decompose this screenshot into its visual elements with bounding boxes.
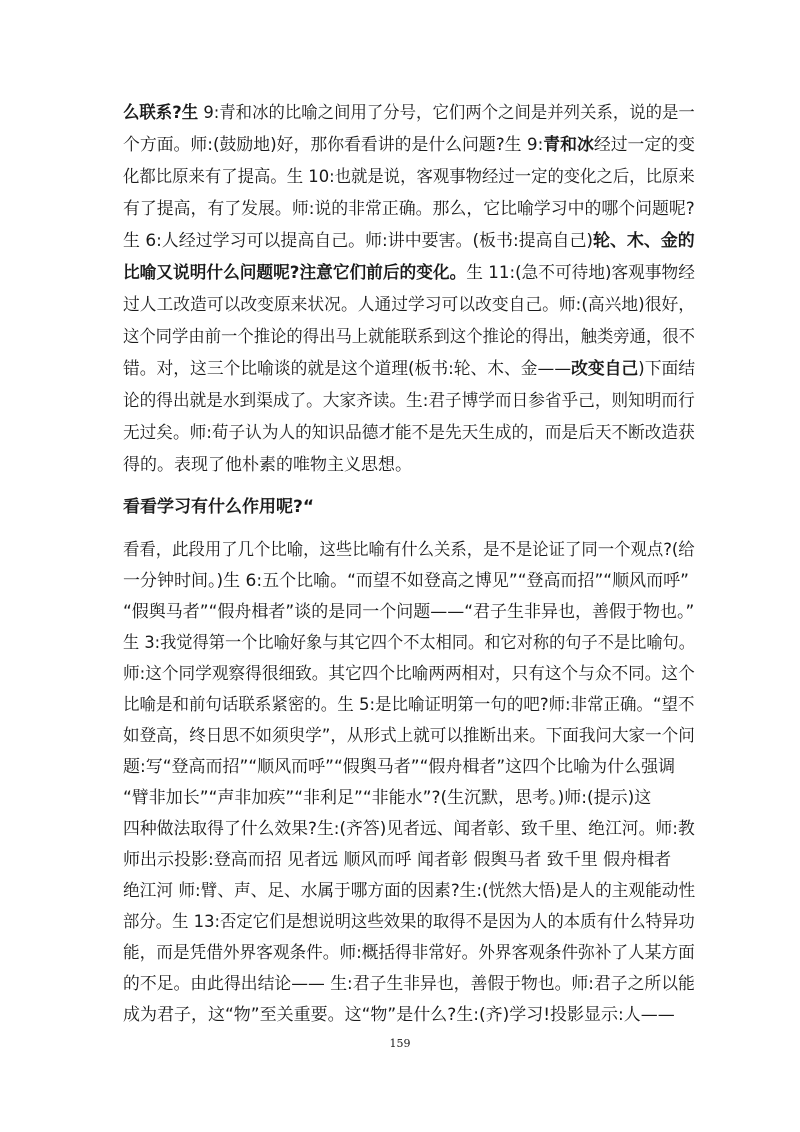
- text-segment: 论的得出就是水到渠成了。大家齐读。生:君子博学而日参省乎己，则知明而行: [123, 391, 695, 411]
- text-line: [123, 103, 695, 123]
- text-line: [123, 167, 695, 187]
- text-segment: 绝江河 师:臂、声、足、水属于哪方面的因素?生:(恍然大悟)是人的主观能动性: [123, 881, 696, 901]
- text-line: [123, 850, 693, 870]
- text-segment: 无过矣。师:荀子认为人的知识品德才能不是先天生成的，而是后天不断改造获: [123, 423, 695, 443]
- text-segment: 题:写“登高而招”“顺风而呼”“假舆马者”“假舟楫者”这四个比喻为什么强调: [123, 757, 676, 777]
- text-line: [123, 455, 693, 475]
- text-line: [123, 571, 693, 591]
- text-line: [123, 199, 695, 219]
- text-line: [123, 974, 695, 994]
- text-segment: 这个同学由前一个推论的得出马上就能联系到这个推论的得出，触类旁通，很不: [123, 327, 695, 347]
- text-line: [123, 664, 695, 684]
- text-segment: 比喻是和前句话联系紧密的。生 5:是比喻证明第一句的吧?师:非常正确。“望不: [123, 695, 695, 715]
- text-segment: 看看，此段用了几个比喻，这些比喻有什么关系，是不是论证了同一个观点?(给: [123, 540, 695, 560]
- bold-text: 轮、木、金的: [593, 231, 695, 251]
- text-line: [123, 391, 695, 411]
- text-line: [123, 881, 696, 901]
- text-line: [123, 819, 695, 839]
- text-line: [123, 757, 693, 777]
- text-segment: 有了提高，有了发展。师:说的非常正确。那么，它比喻学习中的哪个问题呢?: [123, 199, 695, 219]
- text-line: [123, 327, 695, 347]
- text-segment: 师出示投影:登高而招 见者远 顺风而呼 闻者彰 假舆马者 致千里 假舟楫者: [123, 850, 672, 870]
- text-line: [123, 695, 695, 715]
- text-line: [123, 135, 695, 155]
- text-segment: 得的。表现了他朴素的唯物主义思想。: [123, 455, 412, 475]
- text-segment: 过人工改造可以改变原来状况。人通过学习可以改变自己。师:(高兴地)很好，: [123, 295, 695, 315]
- text-line: [123, 943, 695, 963]
- text-segment: 错。对，这三个比喻谈的就是这个道理(板书:轮、木、金——: [123, 359, 572, 379]
- text-line: [123, 726, 695, 746]
- text-segment: 生 11:(急不可待地)客观事物经: [466, 263, 695, 283]
- text-segment: 生 3:我觉得第一个比喻好象与其它四个不太相同。和它对称的句子不是比喻句。: [123, 633, 695, 653]
- text-line: [123, 912, 695, 932]
- text-line: [123, 423, 695, 443]
- text-segment: “假舆马者”“假舟楫者”谈的是同一个问题——“君子生非异也，善假于物也。”: [123, 602, 695, 622]
- page-number: 159: [389, 1037, 411, 1050]
- bold-text: 比喻又说明什么问题呢?注意它们前后的变化。: [123, 263, 467, 283]
- bold-text: 青和冰: [543, 135, 594, 155]
- text-line: [123, 295, 695, 315]
- section-heading: 看看学习有什么作用呢?“: [123, 497, 315, 517]
- bold-text: 么联系?生: [123, 103, 199, 123]
- text-segment: “臂非加长”“声非加疾”“非利足”“非能水”?(生沉默，思考。)师:(提示)这: [123, 788, 652, 808]
- text-segment: 师:这个同学观察得很细致。其它四个比喻两两相对，只有这个与众不同。这个: [123, 664, 695, 684]
- text-segment: 四种做法取得了什么效果?生:(齐答)见者远、闻者彰、致千里、绝江河。师:教: [123, 819, 695, 839]
- text-segment: 能，而是凭借外界客观条件。师:概括得非常好。外界客观条件弥补了人某方面: [123, 943, 695, 963]
- text-segment: 经过一定的变: [593, 135, 695, 155]
- text-segment: 化都比原来有了提高。生 10:也就是说，客观事物经过一定的变化之后，比原来: [123, 167, 695, 187]
- text-line: [123, 633, 695, 653]
- text-segment: 部分。生 13:否定它们是想说明这些效果的取得不是因为人的本质有什么特异功: [123, 912, 695, 932]
- text-segment: 一分钟时间。)生 6:五个比喻。“而望不如登高之博见”“登高而招”“顺风而呼”: [123, 571, 689, 591]
- text-segment: 生 6:人经过学习可以提高自己。师:讲中要害。(板书:提高自己): [123, 231, 594, 251]
- text-segment: 成为君子，这“物”至关重要。这“物”是什么?生:(齐)学习!投影显示:人——: [123, 1005, 675, 1025]
- text-line: [123, 263, 695, 283]
- text-segment: )下面结: [638, 359, 695, 379]
- text-line: [123, 359, 695, 379]
- text-line: [123, 231, 695, 251]
- text-line: [123, 602, 693, 622]
- text-segment: 个方面。师:(鼓励地)好，那你看看讲的是什么问题?生 9:: [123, 135, 544, 155]
- text-line: [123, 788, 693, 808]
- text-line: [123, 540, 695, 560]
- text-segment: 如登高，终日思不如须臾学”，从形式上就可以推断出来。下面我问大家一个问: [123, 726, 695, 746]
- text-line: [123, 1005, 693, 1025]
- text-segment: 9:青和冰的比喻之间用了分号，它们两个之间是并列关系，说的是一: [198, 103, 695, 123]
- bold-text: 改变自己: [571, 359, 639, 379]
- text-segment: 的不足。由此得出结论—— 生:君子生非异也，善假于物也。师:君子之所以能: [123, 974, 695, 994]
